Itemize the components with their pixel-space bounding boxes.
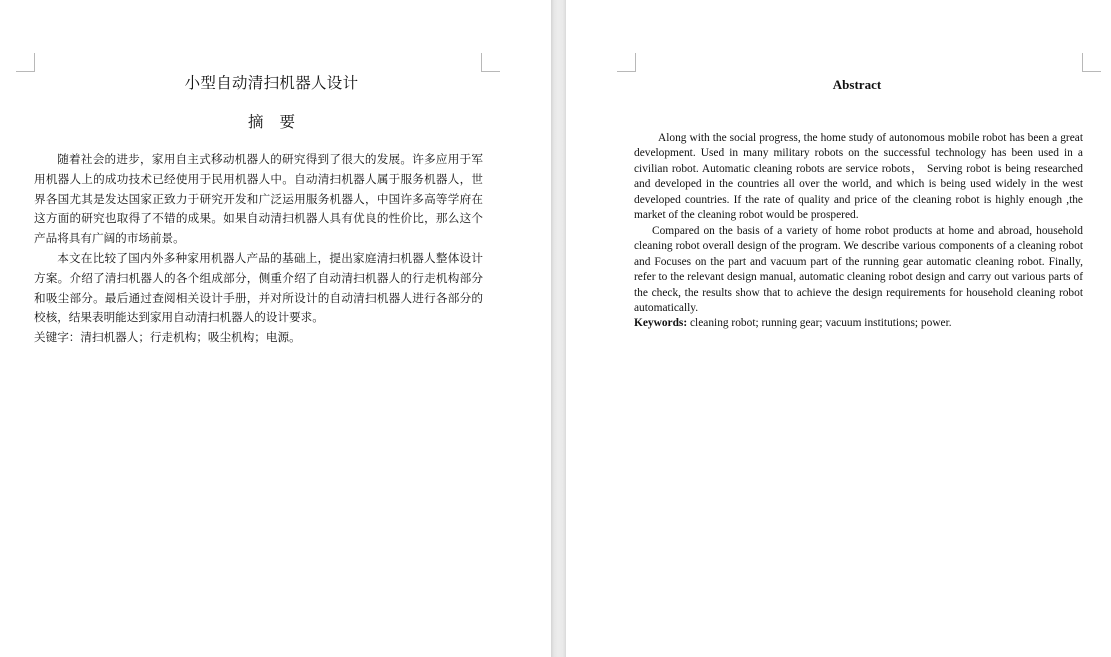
paragraph-text: Along with the social progress, the home study of autonomous mobile robot has been a great development. Used in many military robots on the successful technology has been used in a civilian robot. Automatic cleaning robots are service robots， Serving robot is being researched and developed in the countries all over the world, and which is being used widely in the west developed countries. If the rate of quality and price of the cleaning robot is highly enough ,the market of the cleaning robot would be prospered. xyxy=(634,132,1083,222)
document-title: 小型自动清扫机器人设计 xyxy=(184,74,359,92)
abstract-paragraph-1-chinese xyxy=(34,150,483,249)
crop-mark-top-right xyxy=(1082,53,1101,72)
crop-mark-top-right xyxy=(481,53,500,72)
paragraph-text: Compared on the basis of a variety of home robot products at home and abroad, household cleaning robot overall design of the program. We describe various components of a cleaning robot and Focuses on the part and vacuum part of the running gear automatic cleaning robot. Finally, refer to the relevant design manual, automatic cleaning robot design and carry out various parts of the check, the results show that to achieve the design requirements for household cleaning robot automatically. xyxy=(634,225,1083,315)
paragraph-text: 本文在比较了国内外多种家用机器人产品的基础上，提出家庭清扫机器人整体设计方案。介绍了清扫机器人的各个组成部分，侧重介绍了自动清扫机器人的行走机构部分和吸尘部分。最后通过查阅相关设计手册，并对所设计的自动清扫机器人进行各部分的校核，结果表明能达到家用自动清扫机器人的设计要求。 xyxy=(34,251,483,325)
keywords-label: 关键字： xyxy=(34,330,81,344)
abstract-paragraph-2-chinese xyxy=(34,249,483,328)
keywords-text: 清扫机器人；行走机构；吸尘机构；电源。 xyxy=(80,330,301,344)
abstract-paragraph-2-english xyxy=(634,224,1083,316)
crop-mark-top-left xyxy=(16,53,35,72)
paragraph-text: 随着社会的进步，家用自主式移动机器人的研究得到了很大的发展。许多应用于军用机器人上的成功技术已经使用于民用机器人中。自动清扫机器人属于服务机器人，世界各国尤其是发达国家正致力于研究开发和广泛运用服务机器人，中国许多高等学府在这方面的研究也取得了不错的成果。如果自动清扫机器人具有优良的性价比，那么这个产品将具有广阔的市场前景。 xyxy=(34,152,483,246)
keywords-line-english xyxy=(634,316,1083,331)
abstract-paragraph-1-english xyxy=(634,131,1083,223)
document-page-english xyxy=(566,0,1111,657)
abstract-heading-chinese: 摘要 xyxy=(247,113,311,131)
keywords-line-chinese xyxy=(34,328,483,348)
crop-mark-top-left xyxy=(617,53,636,72)
abstract-heading-english: Abstract xyxy=(832,77,882,92)
page-gutter xyxy=(551,0,566,657)
keywords-label: Keywords: xyxy=(634,317,688,329)
document-page-chinese xyxy=(0,0,551,657)
keywords-text: cleaning robot; running gear; vacuum institutions; power. xyxy=(687,317,952,329)
